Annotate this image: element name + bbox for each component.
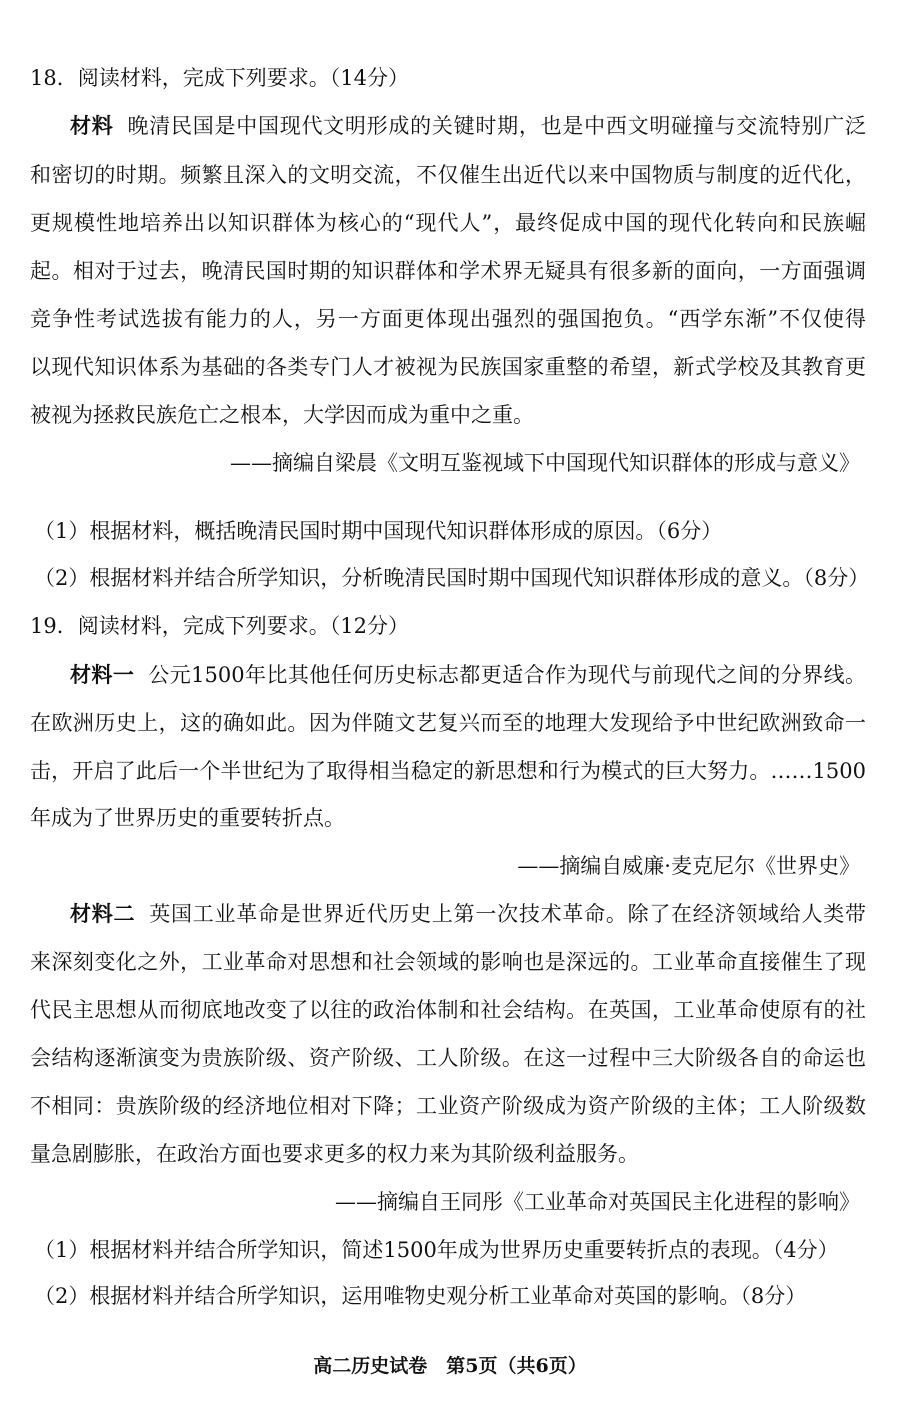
q18-subquestion-1: （1）根据材料，概括晚清民国时期中国现代知识群体形成的原因。（6分）: [34, 519, 723, 543]
q19-material2-line-1: 材料二 英国工业革命是世界近代历史上第一次技术革命。除了在经济领域给人类带: [70, 901, 867, 926]
q18-material-line-2: 和密切的时期。频繁且深入的文明交流，不仅催生出近代以来中国物质与制度的近代化，: [30, 163, 866, 187]
q19-subquestion-1: （1）根据材料并结合所学知识，简述1500年成为世界历史重要转折点的表现。（4分）: [34, 1238, 839, 1262]
q18-subquestion-2: （2）根据材料并结合所学知识，分析晚清民国时期中国现代知识群体形成的意义。（8分）: [34, 566, 870, 590]
q19-material2-line-4: 会结构逐渐演变为贵族阶级、资产阶级、工人阶级。在这一过程中三大阶级各自的命运也: [30, 1046, 866, 1070]
q19-material2-label: 材料二: [70, 901, 136, 926]
q19-material1-line-1: 材料一 公元1500年比其他任何历史标志都更适合作为现代与前现代之间的分界线。: [70, 662, 867, 687]
q19-material2-line-2: 来深刻变化之外，工业革命对思想和社会领域的影响也是深远的。工业革命直接催生了现: [30, 950, 866, 974]
q19-material2-line-5: 不相同：贵族阶级的经济地位相对下降；工业资产阶级成为资产阶级的主体；工人阶级数: [30, 1094, 866, 1118]
q18-source: ——摘编自梁晨《文明互鉴视域下中国现代知识群体的形成与意义》: [230, 451, 860, 475]
q18-material-line-6: 以现代知识体系为基础的各类专门人才被视为民族国家重整的希望，新式学校及其教育更: [30, 355, 866, 379]
q18-material-line-1: 材料 晚清民国是中国现代文明形成的关键时期，也是中西文明碰撞与交流特别广泛: [70, 113, 867, 138]
q18-material-line-7: 被视为拯救民族危亡之根本，大学因而成为重中之重。: [30, 403, 534, 427]
q18-material-label: 材料: [70, 113, 114, 138]
q18-title: 18．阅读材料，完成下列要求。（14分）: [30, 66, 409, 90]
q19-material1-line-2: 在欧洲历史上，这的确如此。因为伴随文艺复兴而至的地理大发现给予中世纪欧洲致命一: [30, 711, 866, 735]
q19-material2-line-3: 代民主思想从而彻底地改变了以往的政治体制和社会结构。在英国，工业革命使原有的社: [30, 998, 866, 1022]
q19-material1-line-4: 年成为了世界历史的重要转折点。: [30, 806, 345, 830]
q18-material-line-4: 起。相对于过去，晚清民国时期的知识群体和学术界无疑具有很多新的面向，一方面强调: [30, 259, 866, 283]
q18-material-line-3: 更规模性地培养出以知识群体为核心的“现代人”，最终促成中国的现代化转向和民族崛: [30, 211, 866, 235]
q19-subquestion-2: （2）根据材料并结合所学知识，运用唯物史观分析工业革命对英国的影响。（8分）: [34, 1284, 807, 1308]
q18-material-line-5: 竞争性考试选拔有能力的人，另一方面更体现出强烈的强国抱负。“西学东渐”不仅使得: [30, 307, 866, 331]
q19-title: 19．阅读材料，完成下列要求。（12分）: [30, 614, 409, 638]
q19-material2-line-6: 量急剧膨胀，在政治方面也要求更多的权力来为其阶级利益服务。: [30, 1142, 639, 1166]
page-footer: 高二历史试卷 第5页（共6页）: [313, 1355, 587, 1377]
q19-material2-source: ——摘编自王同彤《工业革命对英国民主化进程的影响》: [335, 1190, 860, 1214]
q19-material1-label: 材料一: [70, 662, 135, 687]
q19-material1-source: ——摘编自威廉·麦克尼尔《世界史》: [517, 854, 860, 878]
q19-material1-line-3: 击，开启了此后一个半世纪为了取得相当稳定的新思想和行为模式的巨大努力。……1500: [30, 759, 866, 783]
